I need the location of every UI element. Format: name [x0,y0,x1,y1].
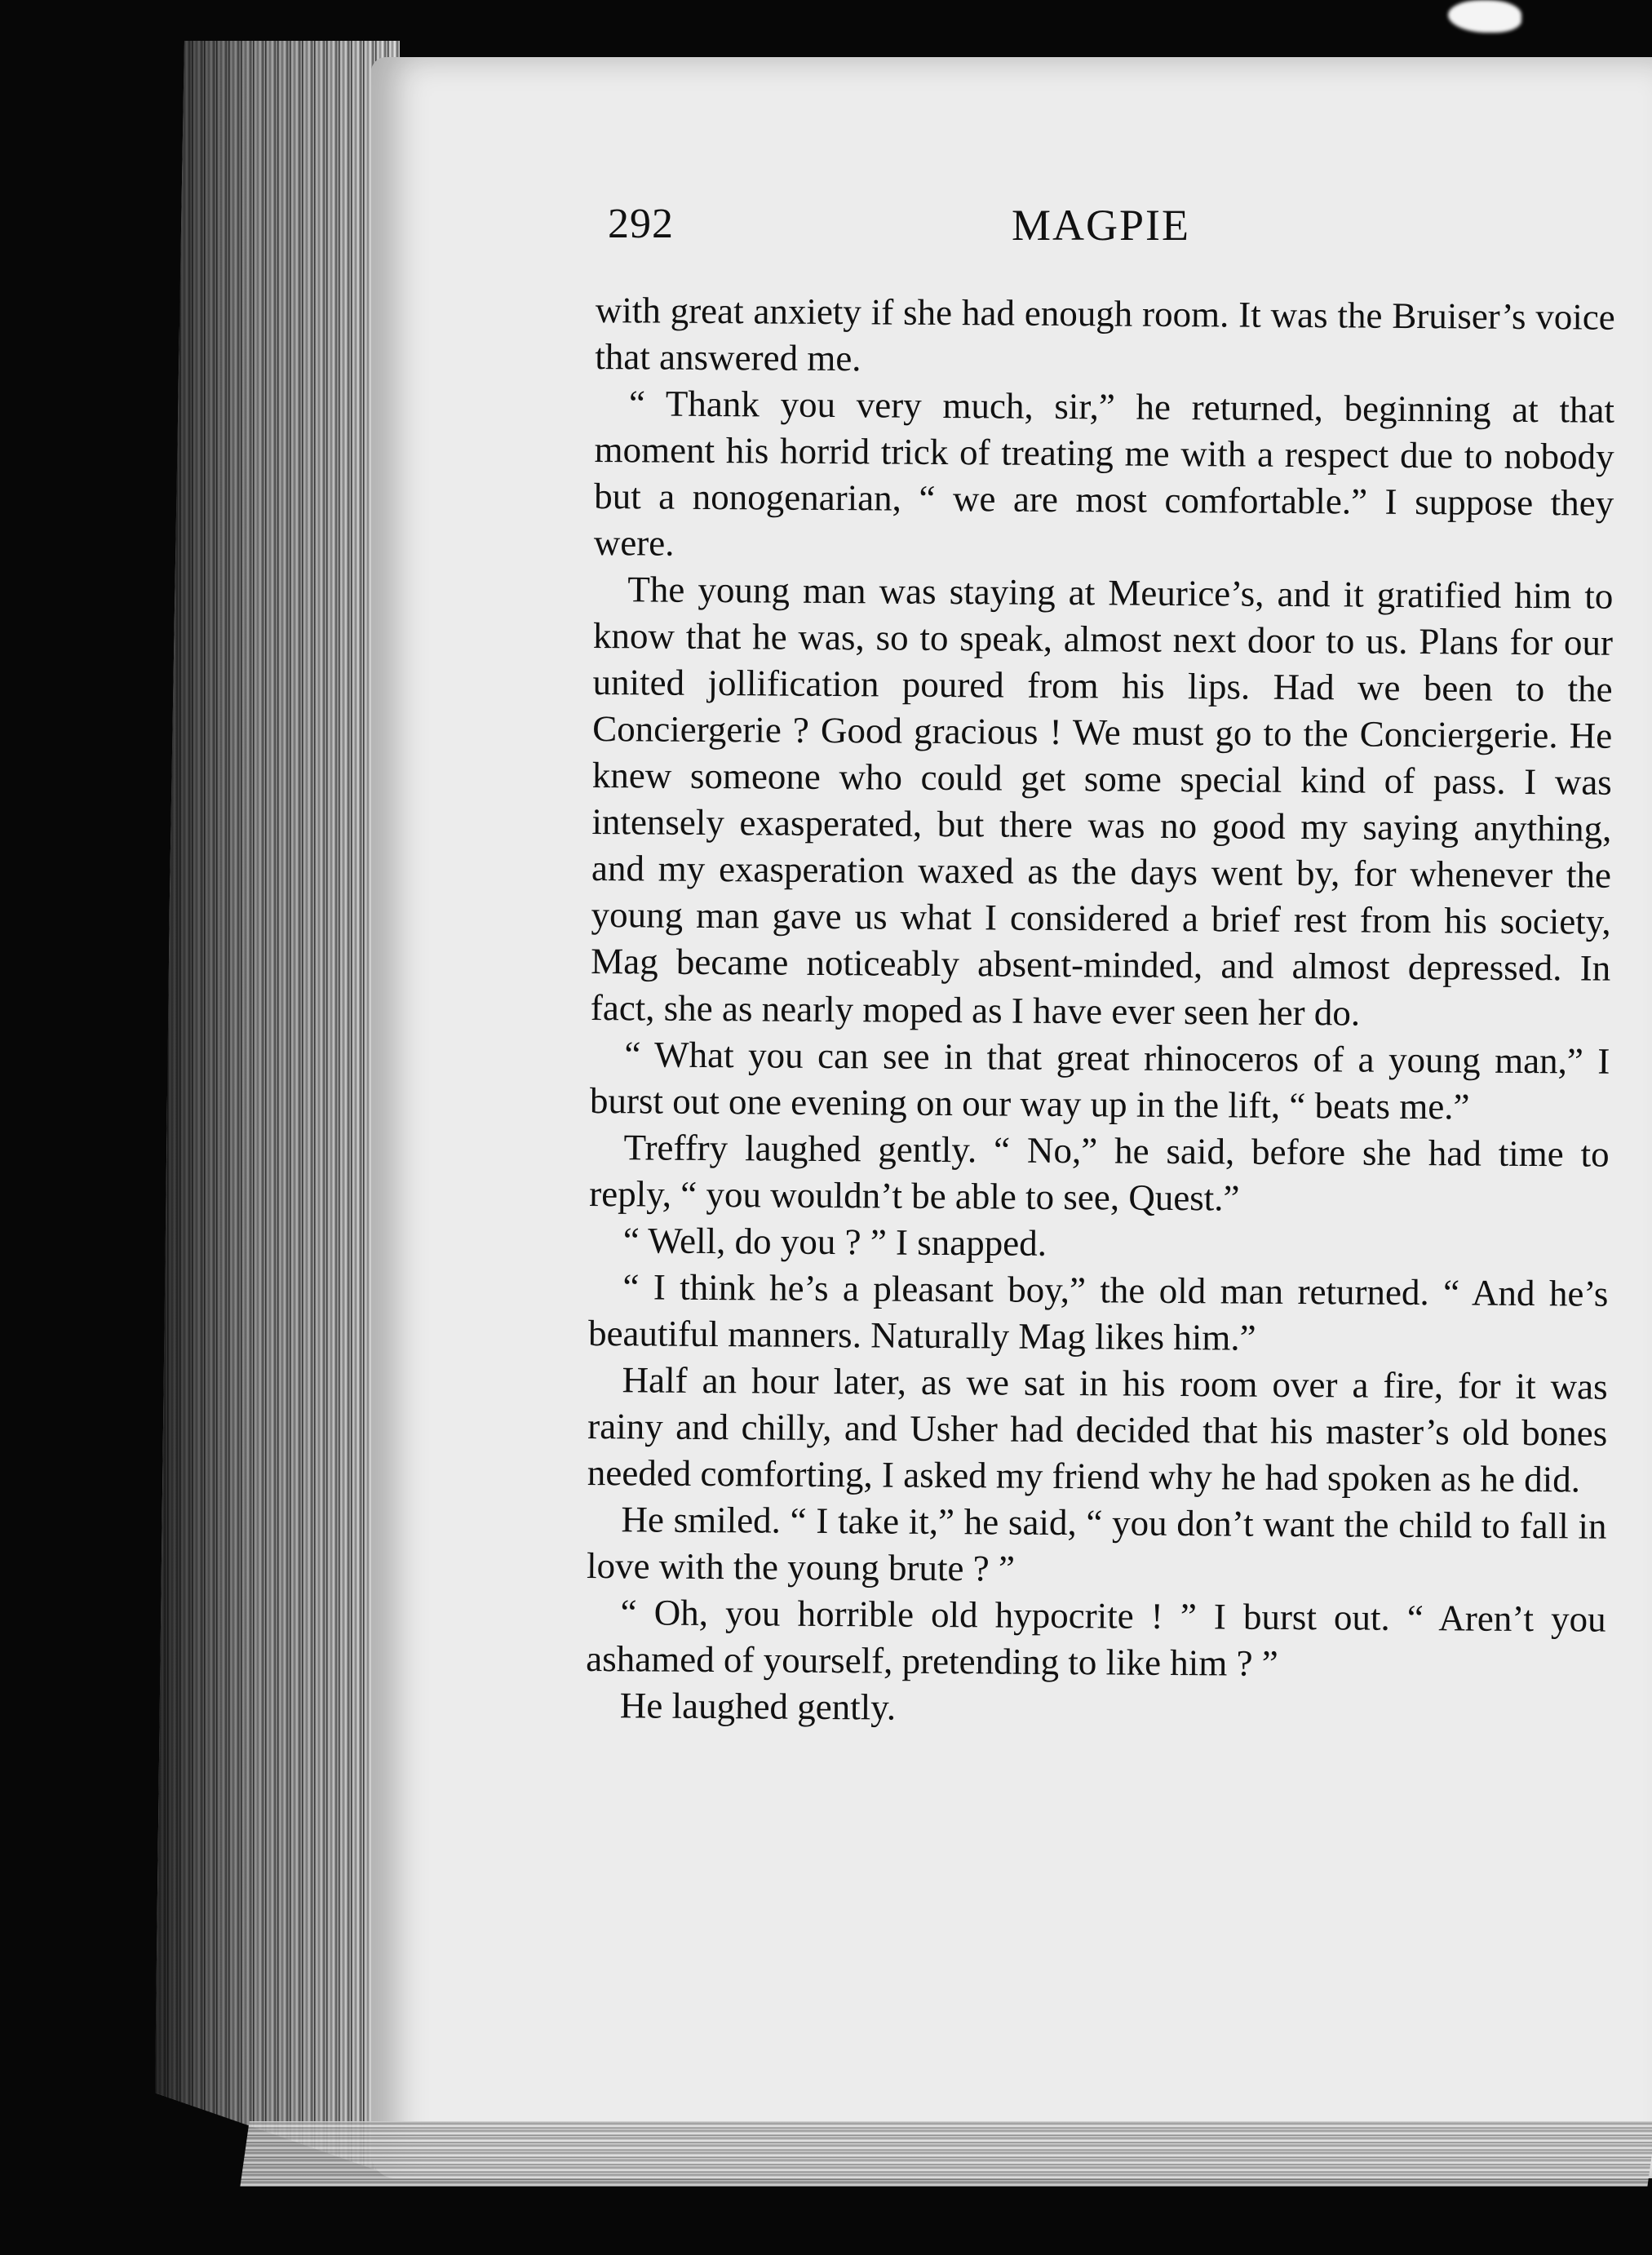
scan-speck [1448,0,1521,33]
paragraph: Half an hour later, as we sat in his room over a fire, for it was rainy and chilly, and Usher had decided that his master’s old bones needed comforting, I asked my friend why he had spoken as he did. [587,1359,1608,1500]
paragraph: Treffry laughed gently. “ No,” he said, before she had time to reply, “ you wouldn’t be able to see, Quest.” [589,1127,1610,1219]
running-head [608,200,1611,265]
body-text [586,287,1615,1736]
paragraph: “ I think he’s a pleasant boy,” the old man returned. “ And he’s beautiful manners. Naturally Mag likes him.” [587,1266,1609,1358]
paragraph: with great anxiety if she had enough room. It was the Bruiser’s voice that answered me. [595,289,1615,379]
paragraph: “ Thank you very much, sir,” he returned, beginning at that moment his horrid trick of treating me with a respect due to nobody but a nonogenarian, “ we are most comfortable.” I suppose they were. [593,383,1615,564]
paragraph: The young man was staying at Meurice’s, and it gratified him to know that he was, so to speak, almost next door to us. Plans for our united jollification poured from his lips. Had we been to the Conciergerie ? Good gracious ! We must go to the Conciergerie. He knew someone who could get some special kind of pass. I was intensely exasperated, but there was no good my saying anything, and my exasperation waxed as the days went by, for whenever the young man gave us what I considered a brief rest from his society, Mag became noticeably absent-minded, and almost depressed. In fact, she as nearly moped as I have ever seen her do. [590,569,1614,1034]
paragraph: “ Oh, you horrible old hypocrite ! ” I burst out. “ Aren’t you ashamed of yourself, pretending to like him ? ” [586,1592,1606,1684]
page-block-shadow [155,41,400,2178]
page-number: 292 [608,201,674,247]
running-title: MAGPIE [1012,201,1191,250]
page-bottom-edges [240,2121,1652,2186]
paragraph: He smiled. “ I take it,” he said, “ you don’t want the child to fall in love with the young brute ? ” [586,1499,1607,1589]
paragraph: “ What you can see in that great rhinoceros of a young man,” I burst out one evening on our way up in the lift, “ beats me.” [589,1034,1610,1128]
paragraph: “ Well, do you ? ” I snapped. [622,1220,1047,1264]
paragraph: He laughed gently. [619,1685,897,1728]
